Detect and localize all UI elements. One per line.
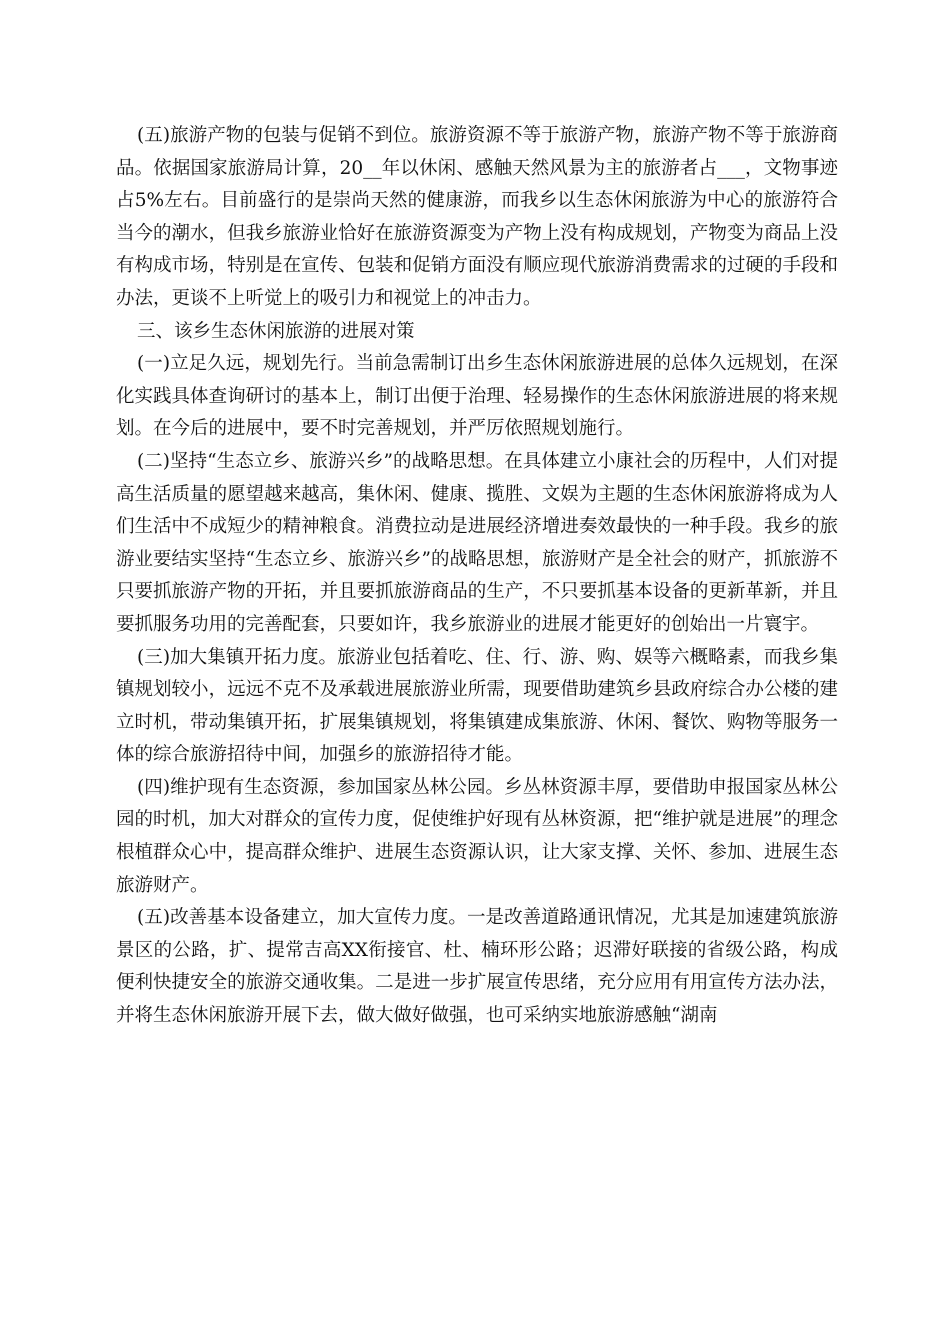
paragraph-infrastructure-publicity: (五)改善基本设备建立，加大宣传力度。一是改善道路通讯情况，尤其是加速建筑旅游景区的公路，扩、提常吉高XX衔接官、杜、楠环形公路；迟滞好联接的省级公路，构成便利快捷安全的旅游交通收集。二是进一步扩展宣传思绪，充分应用有用宣传方法办法，并将生态休闲旅游开展下去，做大做好做强，也可采纳实地旅游感触“湖南	[116, 907, 838, 1027]
section-heading-development-strategies: 三、该乡生态休闲旅游的进展对策	[137, 320, 415, 342]
paragraph-ecological-protection: (四)维护现有生态资源，参加国家丛林公园。乡丛林资源丰厚，要借助申报国家丛林公园的时机，加大对群众的宣传力度，促使维护好现有丛林资源，把“维护就是进展”的理念根植群众心中，提高群众维护、进展生态资源认识，让大家支撑、关怀、参加、进展生态旅游财产。	[116, 776, 838, 896]
document-body	[116, 120, 838, 1033]
paragraph-packaging-promotion: (五)旅游产物的包装与促销不到位。旅游资源不等于旅游产物，旅游产物不等于旅游商品。依据国家旅游局计算，20__年以休闲、感触天然风景为主的旅游者占___，文物事迹占5%左右。目前盛行的是崇尚天然的健康游，而我乡以生态休闲旅游为中心的旅游符合当今的潮水，但我乡旅游业恰好在旅游资源变为产物上没有构成规划，产物变为商品上没有构成市场，特别是在宣传、包装和促销方面没有顺应现代旅游消费需求的过硬的手段和办法，更谈不上听觉上的吸引力和视觉上的冲击力。	[116, 125, 838, 309]
paragraph-strategic-thinking: (二)坚持“生态立乡、旅游兴乡”的战略思想。在具体建立小康社会的历程中，人们对提高生活质量的愿望越来越高，集休闲、健康、揽胜、文娱为主题的生态休闲旅游将成为人们生活中不成短少的精神粮食。消费拉动是进展经济增进奏效最快的一种手段。我乡的旅游业要结实坚持“生态立乡、旅游兴乡”的战略思想，旅游财产是全社会的财产，抓旅游不只要抓旅游产物的开拓，并且要抓旅游商品的生产，不只要抓基本设备的更新革新，并且要抓服务功用的完善配套，只要如许，我乡旅游业的进展才能更好的创始出一片寰宇。	[116, 450, 838, 635]
paragraph-planning-first: (一)立足久远，规划先行。当前急需制订出乡生态休闲旅游进展的总体久远规划，在深化实践具体查询研讨的基本上，制订出便于治理、轻易操作的生态休闲旅游进展的将来规划。在今后的进展中，要不时完善规划，并严厉依照规划施行。	[116, 353, 838, 440]
paragraph-town-development: (三)加大集镇开拓力度。旅游业包括着吃、住、行、游、购、娱等六概略素，而我乡集镇规划较小，远远不克不及承载进展旅游业所需，现要借助建筑乡县政府综合办公楼的建立时机，带动集镇开拓，扩展集镇规划，将集镇建成集旅游、休闲、餐饮、购物等服务一体的综合旅游招待中间，加强乡的旅游招待才能。	[116, 646, 838, 766]
